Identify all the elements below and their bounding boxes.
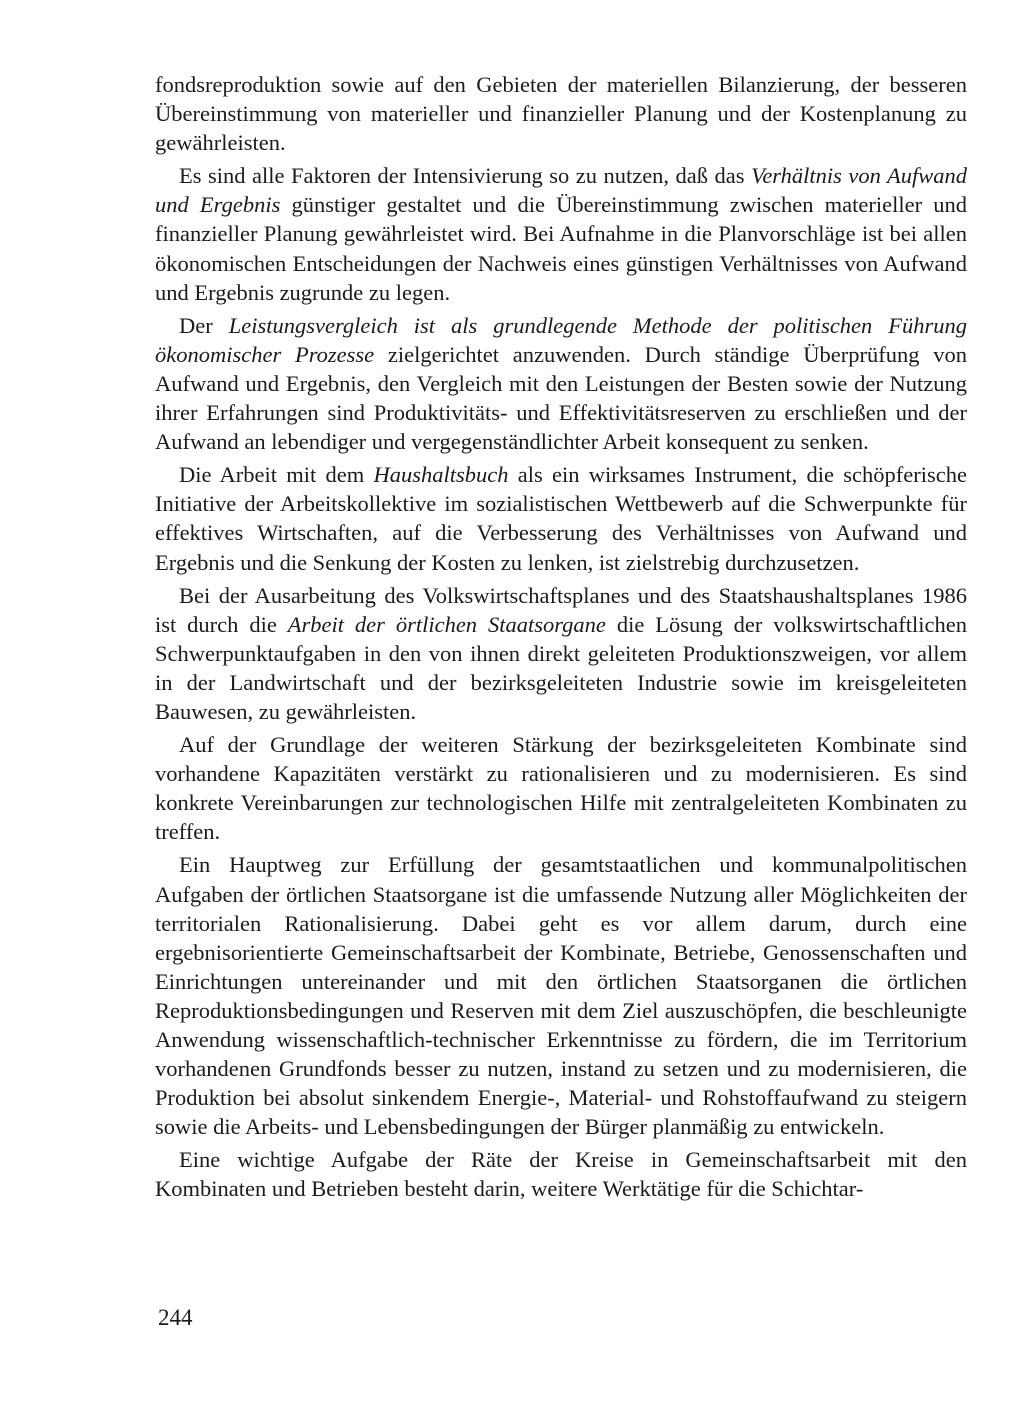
paragraph-4 <box>155 460 967 576</box>
page-number: 244 <box>158 1305 193 1330</box>
paragraph-5-text-a: Bei der Ausarbeitung des Volkswirtschaftsplanes und des Staatshaushaltsplanes 1986 ist durch die <box>155 582 967 637</box>
paragraph-5-text-b: die Lösung der volkswirtschaftlichen Schwerpunktaufgaben in den von ihnen direkt geleiteten Produktionszweigen, vor allem in der Landwirtschaft und der bezirksgeleiteten Industrie sowie im kreisgeleiteten Bauwesen, zu gewährleisten. <box>155 611 968 724</box>
paragraph-5-emphasis: Arbeit der örtlichen Staatsorgane <box>287 611 606 637</box>
paragraph-6-text: Auf der Grundlage der weiteren Stärkung der bezirksgeleiteten Kombinate sind vorhandene Kapazitäten verstärkt zu rationalisieren und zu modernisieren. Es sind konkrete Vereinbarungen zur technologischen Hilfe mit zentralgeleiteten Kombinaten zu treffen. <box>155 732 967 845</box>
paragraph-4-text-a: Die Arbeit mit dem <box>179 462 374 488</box>
paragraph-8-text: Eine wichtige Aufgabe der Räte der Kreise in Gemeinschaftsarbeit mit den Kombinaten und Betrieben besteht darin, weitere Werktätige für die Schichtar- <box>155 1147 967 1202</box>
page-body <box>155 70 967 1208</box>
paragraph-6 <box>155 730 967 846</box>
paragraph-8 <box>155 1145 967 1203</box>
paragraph-3-emphasis: Leistungsvergleich ist als grundlegende Methode der politischen Führung ökonomischer Prozesse <box>155 312 968 367</box>
paragraph-3-text-b: zielgerichtet anzuwenden. Durch ständige Überprüfung von Aufwand und Ergebnis, den Vergleich mit den Leistungen der Besten sowie der Nutzung ihrer Erfahrungen sind Produktivitäts- und Effektivitätsreserven zu erschließen und der Aufwand an lebendiger und vergegenständlichter Arbeit konsequent zu senken. <box>155 341 967 455</box>
paragraph-4-emphasis: Haushaltsbuch <box>373 462 509 488</box>
paragraph-2-text-b: günstiger gestaltet und die Übereinstimmung zwischen materieller und finanzieller Planung gewährleistet wird. Bei Aufnahme in die Planvorschläge ist bei allen ökonomischen Entscheidungen der Nachweis eines günstigen Verhältnisses von Aufwand und Ergebnis zugrunde zu legen. <box>155 192 967 305</box>
paragraph-7 <box>155 850 967 1141</box>
paragraph-3 <box>155 311 967 456</box>
paragraph-3-text-a: Der <box>179 312 229 338</box>
paragraph-7-text: Ein Hauptweg zur Erfüllung der gesamtstaatlichen und kommunalpolitischen Aufgaben der örtlichen Staatsorgane ist die umfassende Nutzung aller Möglichkeiten der territorialen Rationalisierung. Dabei geht es vor allem darum, durch eine ergebnisorientierte Gemeinschaftsarbeit der Kombinate, Betriebe, Genossenschaften und Einrichtungen untereinander und mit den örtlichen Staatsorganen die örtlichen Reproduktionsbedingungen und Reserven mit dem Ziel auszuschöpfen, die beschleunigte Anwendung wissenschaftlich-technischer Erkenntnisse zu fördern, die im Territorium vorhandenen Grundfonds besser zu nutzen, instand zu setzen und zu modernisieren, die Produktion bei absolut sinkendem Energie-, Material- und Rohstoffaufwand zu steigern sowie die Arbeits- und Lebensbedingungen der Bürger planmäßig zu entwickeln. <box>155 852 967 1140</box>
paragraph-2-emphasis: Verhältnis von Aufwand und Ergebnis <box>155 163 968 218</box>
paragraph-1 <box>155 70 967 157</box>
paragraph-5 <box>155 581 967 726</box>
paragraph-2-text-a: Es sind alle Faktoren der Intensivierung so zu nutzen, daß das <box>179 163 752 189</box>
paragraph-4-text-b: als ein wirksames Instrument, die schöpferische Initiative der Arbeitskollektive im sozialistischen Wettbewerb auf die Schwerpunkte für effektives Wirtschaften, auf die Verbesserung des Verhältnisses von Aufwand und Ergebnis und die Senkung der Kosten zu lenken, ist zielstrebig durchzusetzen. <box>155 462 967 575</box>
paragraph-2 <box>155 161 967 306</box>
paragraph-1-text: fondsreproduktion sowie auf den Gebieten der materiellen Bilanzierung, der besseren Übereinstimmung von materieller und finanzieller Planung und der Kostenplanung zu gewährleisten. <box>155 72 967 156</box>
